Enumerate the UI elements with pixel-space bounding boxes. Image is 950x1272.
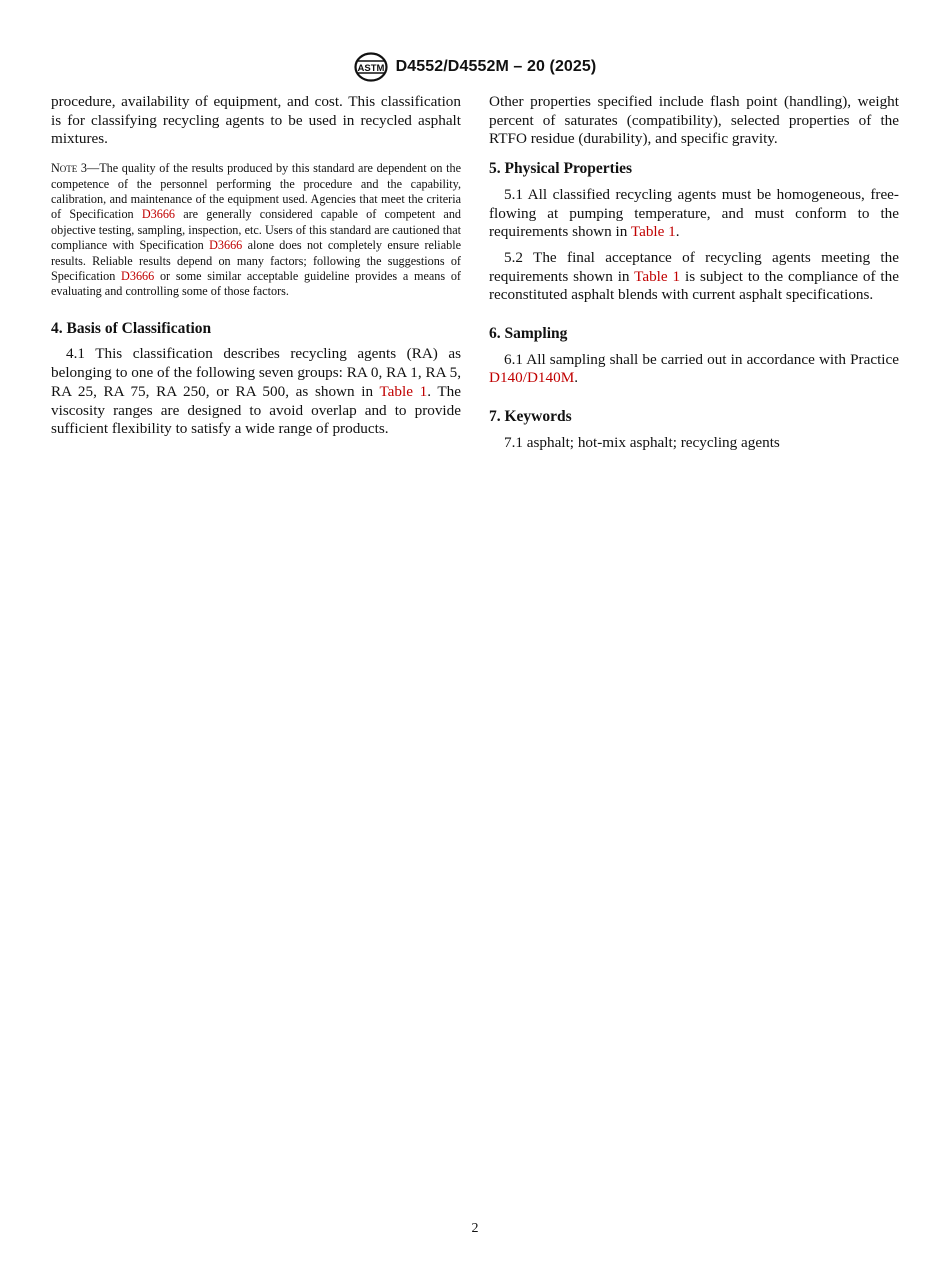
paragraph-4-1 (51, 345, 461, 439)
page-number: 2 (471, 1221, 479, 1236)
paragraph-7-1: 7.1 asphalt; hot-mix asphalt; recycling agents (504, 433, 780, 451)
note-text: 3—The quality of the results produced by this standard are dependent on the competence of the personnel performing the procedure and the capability, calibration, and maintenance of the equipment used. Agencies that meet the criteria of Specification (51, 161, 461, 222)
paragraph-text: . The viscosity ranges are designed to avoid overlap and to provide sufficient flexibility to satisfy a wide range of products. (51, 382, 462, 438)
note-text: are generally considered capable of competent and objective testing, sampling, inspection, etc. Users of this standard are cautioned that compliance with Specification (51, 207, 462, 253)
paragraph-text: . (574, 369, 579, 387)
link-d3666[interactable]: D3666 (209, 238, 243, 253)
link-d3666[interactable]: D3666 (141, 207, 176, 222)
link-table-1[interactable]: Table 1 (630, 223, 676, 241)
svg-text:ASTM: ASTM (357, 63, 385, 74)
intro-paragraph: procedure, availability of equipment, and cost. This classification is for classifying recycling agents to be used in recycled asphalt mixtures. (51, 93, 461, 148)
page-header (0, 52, 950, 82)
paragraph-6-1 (489, 351, 899, 388)
link-d140[interactable]: D140/D140M (489, 369, 575, 387)
astm-logo-icon (354, 52, 388, 82)
note-label: Note (51, 161, 78, 176)
paragraph-text: 5.2 The final acceptance of recycling agents meeting the requirements shown in (489, 248, 899, 285)
paragraph-5-2 (489, 249, 899, 305)
section-heading-5: 5. Physical Properties (489, 160, 633, 178)
left-column (51, 93, 461, 439)
paragraph-text: . (675, 223, 680, 241)
link-table-1[interactable]: Table 1 (634, 267, 681, 285)
paragraph-text: 5.1 All classified recycling agents must be homogeneous, free-flowing at pumping temperature, and must conform to the requirements shown in (489, 185, 899, 241)
section-heading-4: 4. Basis of Classification (51, 319, 212, 337)
note-text: or some similar acceptable guideline provides a means of evaluating and controlling some of those factors. (51, 268, 461, 299)
right-column (489, 93, 899, 453)
note-3 (51, 161, 461, 300)
section-heading-6: 6. Sampling (489, 325, 568, 343)
paragraph-text: is subject to the compliance of the reconstituted asphalt blends with current asphalt specifications. (489, 267, 899, 304)
document-designation: D4552/D4552M – 20 (2025) (395, 58, 597, 75)
section-heading-7: 7. Keywords (489, 408, 572, 426)
paragraph-text: 6.1 All sampling shall be carried out in accordance with Practice (504, 350, 899, 368)
link-d3666[interactable]: D3666 (121, 268, 155, 283)
link-table-1[interactable]: Table 1 (379, 382, 428, 400)
paragraph-text: 4.1 This classification describes recycling agents (RA) as belonging to one of the following seven groups: RA 0, RA 1, RA 5, RA 25, RA 75, RA 250, or RA 500, as shown in (51, 345, 461, 400)
note-text: alone does not completely ensure reliable results. Reliable results depend on many factors; following the suggestions of Specification (51, 238, 461, 283)
intro-paragraph: Other properties specified include flash point (handling), weight percent of saturates (compatibility), selected properties of the RTFO residue (durability), and specific gravity. (489, 93, 899, 148)
paragraph-5-1 (489, 186, 899, 242)
